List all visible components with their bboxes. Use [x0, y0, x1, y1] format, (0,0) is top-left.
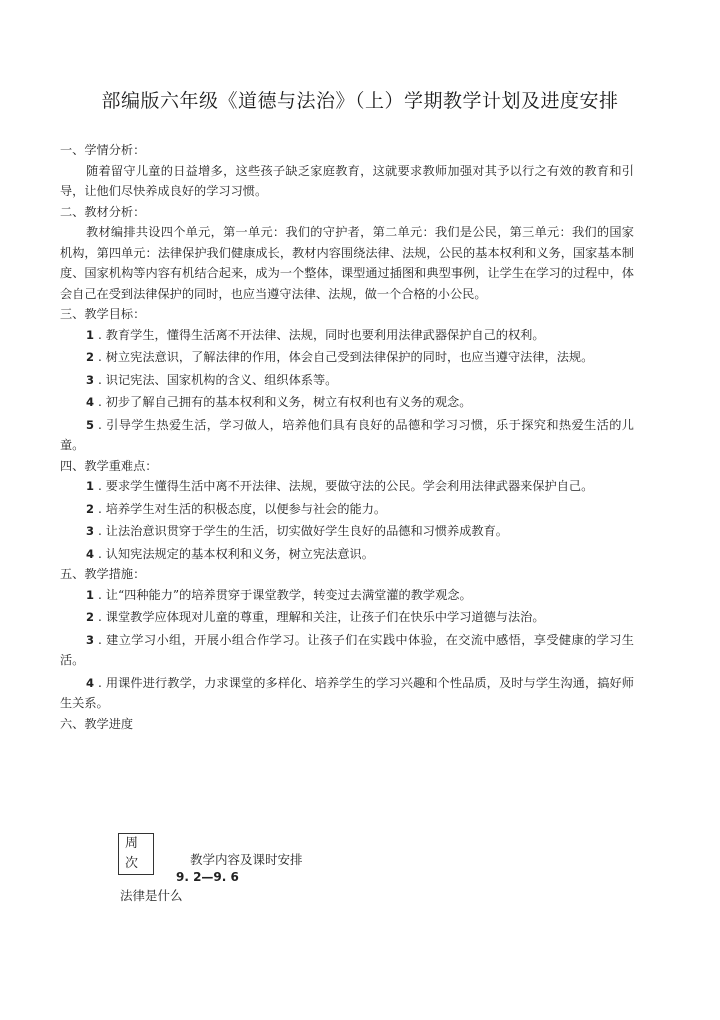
section-heading-key-points: 四、教学重难点：: [60, 458, 158, 473]
section-paragraph-analysis: 随着留守儿童的日益增多，这些孩子缺乏家庭教育，这就要求教师加强对其予以行之有效的教育和引导，让他们尽快养成良好的学习习惯。: [60, 163, 634, 198]
schedule-date: 9. 2—9. 6: [176, 870, 239, 884]
goal-item: 5 . 引导学生热爱生活，学习做人，培养他们具有良好的品德和学习习惯，乐于探究和热爱生活的儿童。: [60, 417, 634, 452]
section-heading-textbook: 二、教材分析：: [60, 204, 146, 219]
measure-item: 4 . 用课件进行教学，力求课堂的多样化、培养学生的学习兴趣和个性品质，及时与学生沟通，搞好师生关系。: [60, 675, 634, 710]
content-column-header: 教学内容及课时安排: [190, 852, 303, 867]
goal-item: 2 . 树立宪法意识，了解法律的作用，体会自己受到法律保护的同时，也应当遵守法律，法规。: [86, 350, 594, 364]
schedule-topic: 法律是什么: [120, 888, 183, 903]
document-body: [60, 140, 634, 734]
goal-item: 1 . 教育学生，懂得生活离不开法律、法规，同时也要利用法律武器保护自己的权利。: [86, 327, 545, 342]
key-point-item: 3 . 让法治意识贯穿于学生的生活，切实做好学生良好的品德和习惯养成教育。: [86, 524, 508, 538]
key-point-item: 2 . 培养学生对生活的积极态度，以便参与社会的能力。: [86, 501, 387, 516]
week-label-bottom: 次: [125, 856, 139, 871]
measure-item: 3 . 建立学习小组，开展小组合作学习。让孩子们在实践中体验，在交流中感悟，享受健康的学习生活。: [60, 632, 634, 667]
page-title: 部编版六年级《道德与法治》（上）学期教学计划及进度安排: [101, 90, 619, 112]
key-point-item: 4 . 认知宪法规定的基本权利和义务，树立宪法意识。: [86, 546, 374, 561]
week-label-top: 周: [125, 836, 139, 851]
goal-item: 3 . 识记宪法、国家机构的含义、组织体系等。: [86, 372, 338, 387]
week-column-header: [118, 833, 154, 875]
section-heading-measures: 五、教学措施：: [60, 567, 146, 581]
key-point-item: 1 . 要求学生懂得生活中离不开法律、法规，要做守法的公民。学会利用法律武器来保护自己。: [86, 479, 594, 493]
measure-item: 1 . 让“四种能力”的培养贯穿于课堂教学，转变过去满堂灌的教学观念。: [86, 587, 472, 602]
section-heading-progress: 六、教学进度: [60, 716, 134, 731]
measure-item: 2 . 课堂教学应体现对儿童的尊重，理解和关注，让孩子们在快乐中学习道德与法治。: [86, 610, 545, 624]
section-heading-analysis: 一、学情分析：: [60, 143, 146, 157]
section-paragraph-textbook: 教材编排共设四个单元，第一单元：我们的守护者，第二单元：我们是公民，第三单元：我们的国家机构，第四单元：法律保护我们健康成长，教材内容围绕法律、法规，公民的基本权利和义务，国家基本制度、国家机构等内容有机结合起来，成为一个整体，课型通过插图和典型事例，让学生在学习的过程中，体会自己在受到法律保护的同时，也应当遵守法律、法规，做一个合格的小公民。: [60, 225, 634, 301]
goal-item: 4 . 初步了解自己拥有的基本权利和义务，树立有权利也有义务的观念。: [86, 395, 472, 409]
section-heading-goals: 三、教学目标：: [60, 307, 146, 321]
